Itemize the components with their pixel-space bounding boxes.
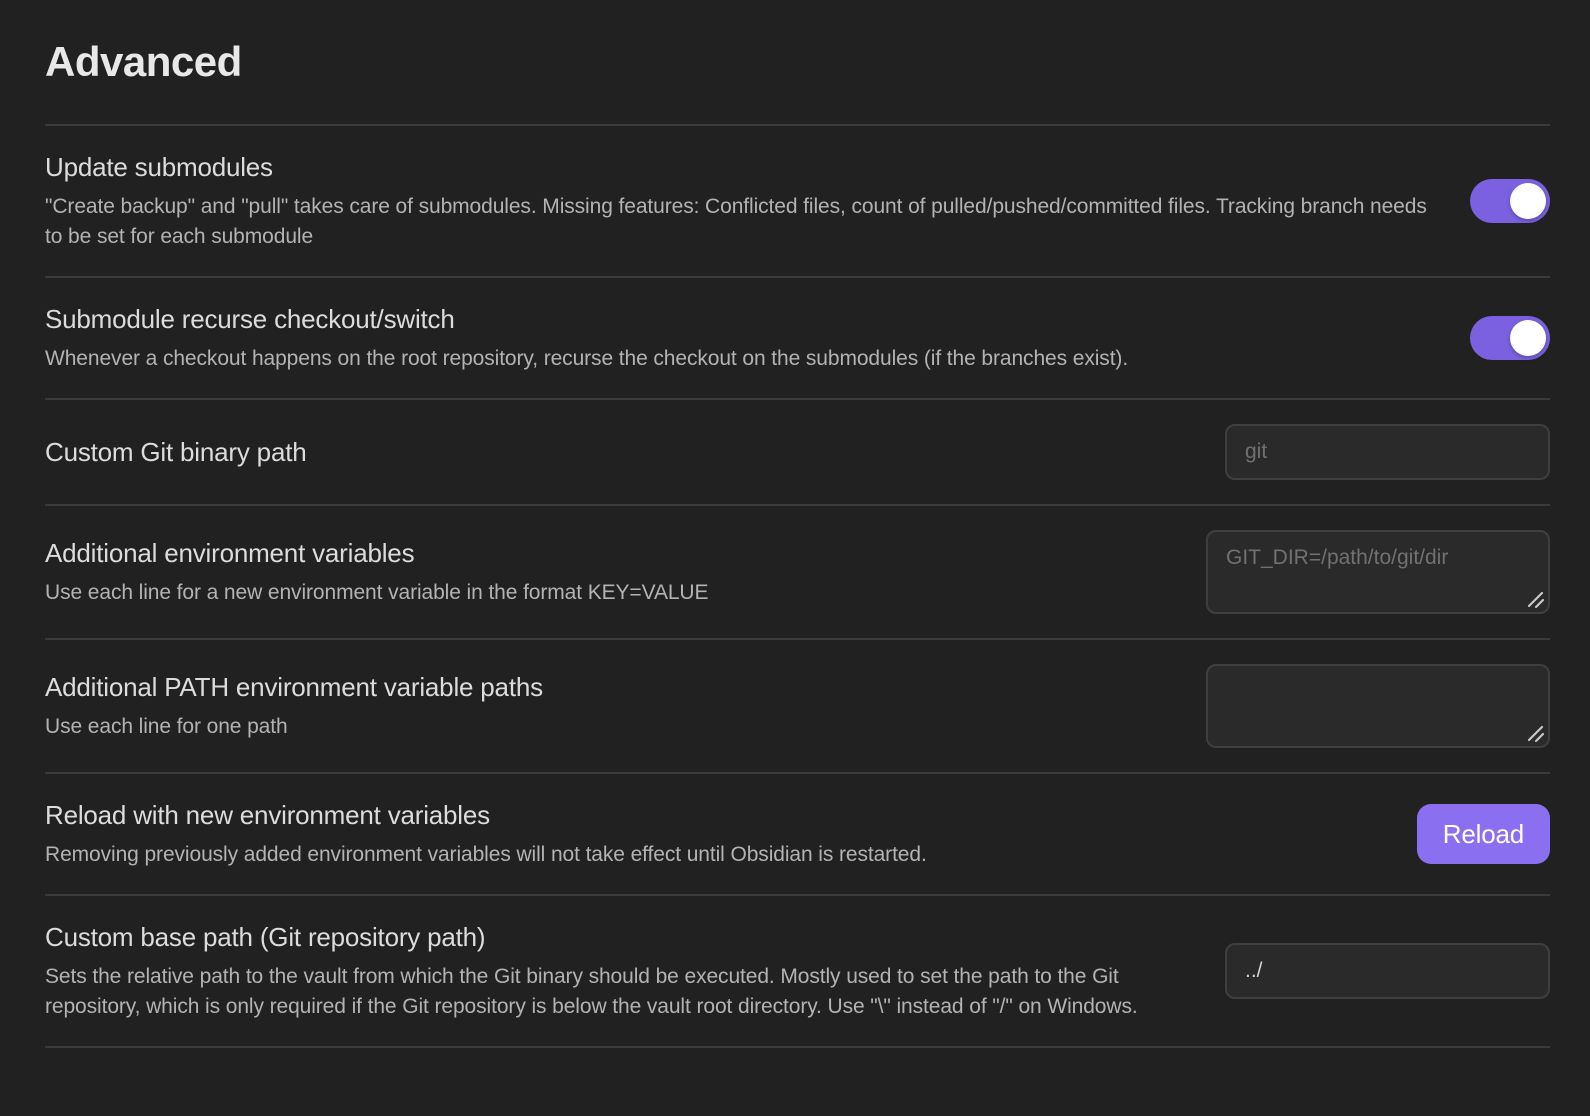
setting-name: Custom base path (Git repository path)	[45, 922, 486, 952]
toggle-knob	[1510, 320, 1546, 356]
setting-info	[45, 302, 1430, 374]
setting-name: Submodule recurse checkout/switch	[45, 304, 455, 334]
setting-control	[1470, 316, 1550, 360]
reload-button[interactable]: Reload	[1417, 804, 1550, 864]
setting-row-env-variables	[45, 504, 1550, 638]
setting-info	[45, 670, 1166, 742]
base-path-input[interactable]	[1225, 943, 1550, 999]
setting-control	[1417, 804, 1550, 864]
setting-name: Reload with new environment variables	[45, 800, 490, 830]
setting-info	[45, 536, 1166, 608]
setting-control	[1206, 530, 1550, 614]
path-env-textarea[interactable]	[1206, 664, 1550, 748]
setting-description: Use each line for a new environment variable in the format KEY=VALUE	[45, 581, 709, 604]
setting-row-update-submodules	[45, 124, 1550, 276]
setting-info	[45, 798, 1377, 870]
setting-description: Use each line for one path	[45, 715, 288, 738]
textarea-wrapper	[1206, 664, 1550, 748]
setting-name: Additional environment variables	[45, 538, 415, 568]
setting-name: Additional PATH environment variable paths	[45, 672, 543, 702]
setting-info	[45, 920, 1185, 1022]
git-binary-path-input[interactable]	[1225, 424, 1550, 480]
setting-row-path-env	[45, 638, 1550, 772]
setting-row-submodule-recurse	[45, 276, 1550, 398]
submodule-recurse-toggle[interactable]	[1470, 316, 1550, 360]
setting-description: "Create backup" and "pull" takes care of submodules. Missing features: Conflicted files, count of pulled/pushed/committed files. Tracking branch needs to be set for each submodule	[45, 195, 1427, 248]
setting-name: Custom Git binary path	[45, 437, 307, 467]
setting-control	[1470, 179, 1550, 223]
setting-info	[45, 435, 1185, 469]
setting-row-reload-env	[45, 772, 1550, 894]
setting-name: Update submodules	[45, 152, 273, 182]
setting-info	[45, 150, 1430, 252]
resize-handle-icon[interactable]	[1525, 589, 1545, 609]
settings-section-header	[45, 0, 1550, 124]
page-title: Advanced	[45, 38, 242, 85]
resize-handle-icon[interactable]	[1525, 723, 1545, 743]
toggle-knob	[1510, 183, 1546, 219]
setting-control	[1206, 664, 1550, 748]
setting-row-git-binary-path	[45, 398, 1550, 504]
textarea-wrapper	[1206, 530, 1550, 614]
update-submodules-toggle[interactable]	[1470, 179, 1550, 223]
setting-description: Whenever a checkout happens on the root repository, recurse the checkout on the submodules (if the branches exist).	[45, 347, 1129, 370]
setting-control	[1225, 943, 1550, 999]
setting-row-base-path	[45, 894, 1550, 1048]
setting-description: Removing previously added environment variables will not take effect until Obsidian is restarted.	[45, 843, 927, 866]
setting-description: Sets the relative path to the vault from which the Git binary should be executed. Mostly used to set the path to the Git repository, which is only required if the Git repository is below the vault root directory. Use "\" instead of "/" on Windows.	[45, 965, 1138, 1018]
env-variables-textarea[interactable]	[1206, 530, 1550, 614]
setting-control	[1225, 424, 1550, 480]
